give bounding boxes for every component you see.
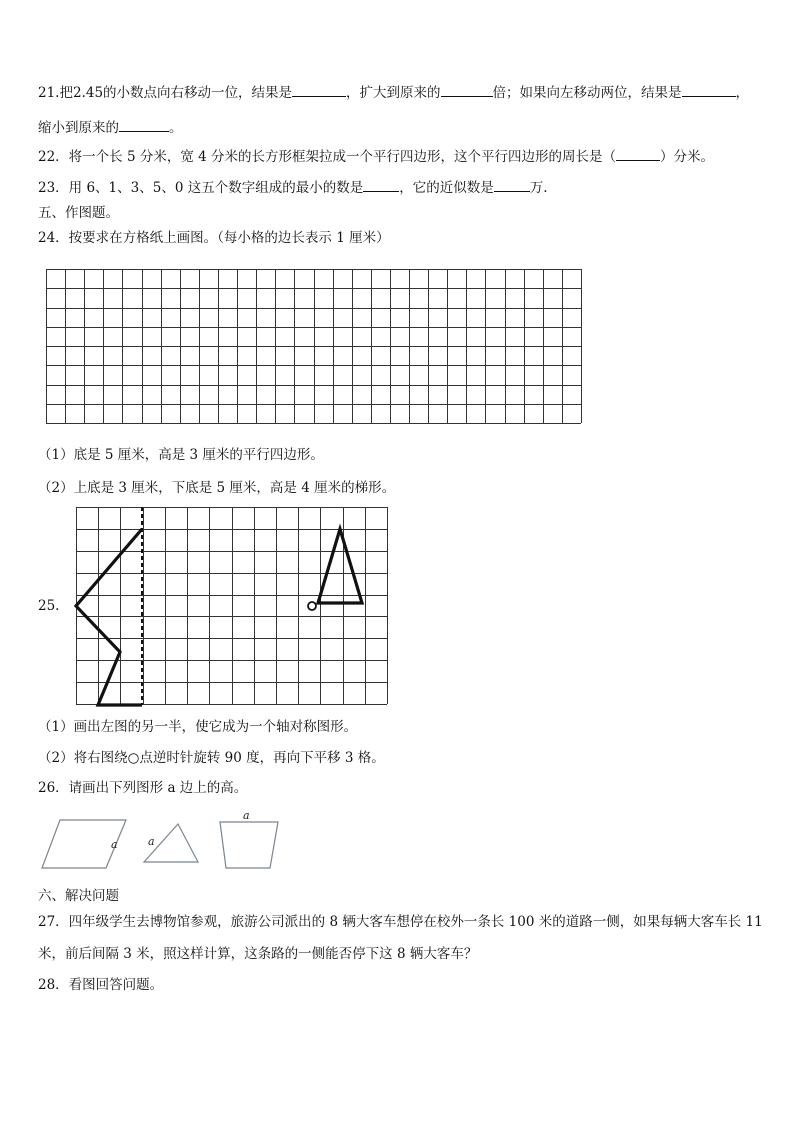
q26-title: 26．请画出下列图形 a 边上的高。 bbox=[38, 780, 248, 796]
rotation-center-point bbox=[308, 602, 316, 610]
q21-tail: ， bbox=[735, 85, 750, 101]
q24-grid[interactable] bbox=[46, 269, 582, 424]
q22-blank[interactable] bbox=[616, 146, 660, 161]
q24-title: 24．按要求在方格纸上画图。（每小格的边长表示 1 厘米） bbox=[38, 230, 390, 246]
q21-prefix: 21.把2.45的小数点向右移动一位，结果是 bbox=[38, 85, 293, 101]
section-5-heading: 五、作图题。 bbox=[38, 205, 119, 221]
triangle-label-a: a bbox=[148, 835, 155, 848]
q21-blank-3[interactable] bbox=[682, 82, 736, 97]
trapezoid-label-a: a bbox=[243, 809, 250, 822]
q23-blank-2[interactable] bbox=[494, 177, 530, 192]
q21-line1 bbox=[38, 82, 749, 102]
q21-blank-4[interactable] bbox=[119, 117, 169, 132]
q24-item-2: （2）上底是 3 厘米，下底是 5 厘米，高是 4 厘米的梯形。 bbox=[38, 480, 396, 496]
q22-tail: ）分米。 bbox=[660, 149, 715, 165]
q21-blank-2[interactable] bbox=[441, 82, 493, 97]
right-triangle-shape bbox=[318, 529, 362, 603]
q23-line bbox=[38, 177, 548, 197]
q21-line2 bbox=[38, 117, 183, 137]
q27-line1: 27．四年级学生去博物馆参观，旅游公司派出的 8 辆大客车想停在校外一条长 100 米的道路一侧，如果每辆大客车长 11 bbox=[38, 914, 763, 930]
q23-blank-1[interactable] bbox=[363, 177, 399, 192]
q25-item-2: （2）将右图绕○点逆时针旋转 90 度，再向下平移 3 格。 bbox=[38, 750, 385, 766]
q25-figure[interactable] bbox=[76, 507, 388, 705]
q25-item-1: （1）画出左图的另一半，使它成为一个轴对称图形。 bbox=[38, 719, 358, 735]
q22-line bbox=[38, 146, 714, 166]
q25-number: 25. bbox=[38, 598, 60, 614]
q21-mid1: ，扩大到原来的 bbox=[346, 85, 441, 101]
q23-tail: 万. bbox=[529, 180, 548, 196]
q22-prefix: 22．将一个长 5 分米，宽 4 分米的长方形框架拉成一个平行四边形，这个平行四边形的周长是（ bbox=[38, 149, 617, 165]
q24-item-1: （1）底是 5 厘米，高是 3 厘米的平行四边形。 bbox=[38, 447, 324, 463]
trapezoid-shape bbox=[220, 822, 278, 868]
q27-line2: 米，前后间隔 3 米，照这样计算，这条路的一侧能否停下这 8 辆大客车？ bbox=[38, 946, 478, 962]
q26-shapes[interactable] bbox=[40, 809, 282, 872]
section-6-heading: 六、解决问题 bbox=[38, 888, 119, 904]
q23-prefix: 23．用 6、1、3、5、0 这五个数字组成的最小的数是 bbox=[38, 180, 364, 196]
q21-blank-1[interactable] bbox=[292, 82, 346, 97]
q28-line: 28．看图回答问题。 bbox=[38, 977, 164, 993]
q21-line2-prefix: 缩小到原来的 bbox=[38, 120, 119, 136]
q23-mid: ，它的近似数是 bbox=[399, 180, 494, 196]
parallelogram-label-a: a bbox=[111, 838, 118, 851]
q21-line2-tail: 。 bbox=[169, 120, 183, 136]
q21-mid2: 倍；如果向左移动两位，结果是 bbox=[492, 85, 682, 101]
